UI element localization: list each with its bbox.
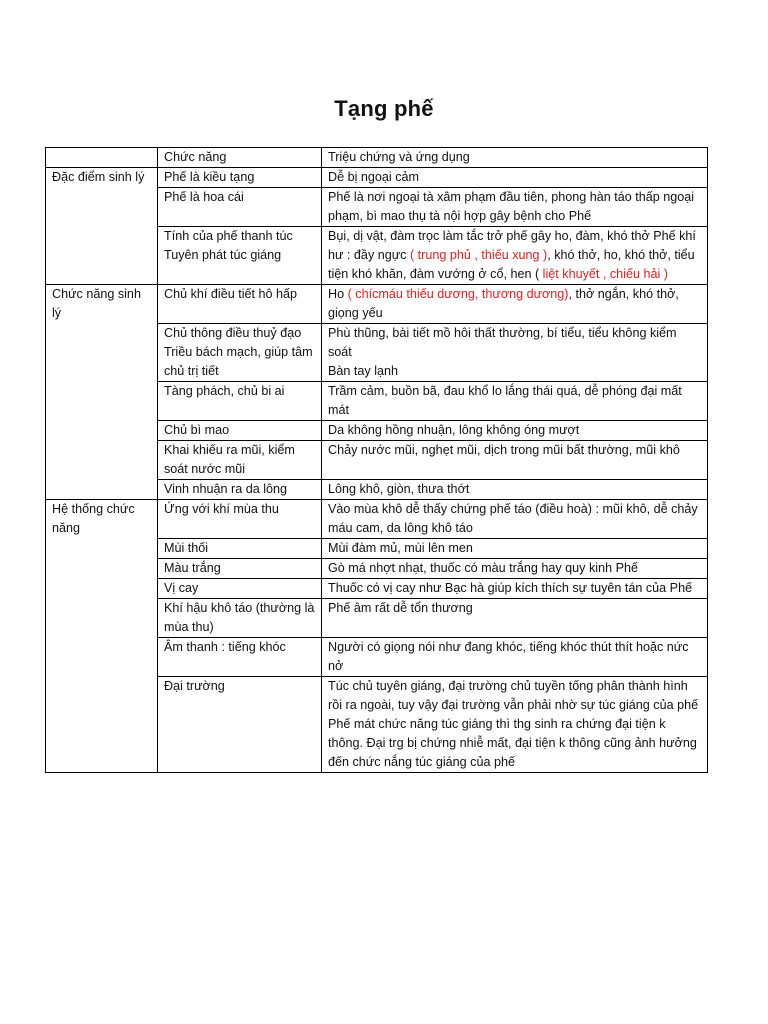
function-cell: Chủ thông điều thuỷ đạo Triều bách mạch, giúp tâm chủ trị tiết	[158, 324, 322, 382]
symptom-cell: Túc chủ tuyên giáng, đại trường chủ tuyền tống phân thành hình rồi ra ngoài, tuy vậy đại trường vẫn phải nhờ sự túc giáng của phế Phế mát chức năng túc giáng thì thg sinh ra chứng đại tiện k thông. Đại trg bị chứng nhiễ mất, đại tiện k thông cũng ảnh hưởng đến chức nắng túc giáng của phế	[322, 677, 708, 773]
function-cell: Vị cay	[158, 579, 322, 599]
function-cell: Chủ bì mao	[158, 421, 322, 441]
symptom-cell: Thuốc có vị cay như Bạc hà giúp kích thích sự tuyên tán của Phế	[322, 579, 708, 599]
symptom-cell: Bụi, dị vật, đàm trọc làm tắc trở phế gây ho, đàm, khó thở Phế khí hư : đầy ngực ( trung phủ , thiếu xung ), khó thở, ho, khó thở, tiểu tiện khó khăn, đàm vướng ở cổ, hen ( liệt khuyết , chiếu hải )	[322, 227, 708, 285]
function-cell: Chủ khí điều tiết hô hấp	[158, 285, 322, 324]
function-cell: Vinh nhuận ra da lông	[158, 480, 322, 500]
table-header-row	[46, 148, 708, 168]
function-cell: Mùi thối	[158, 539, 322, 559]
page-title: Tạng phế	[334, 96, 434, 121]
function-cell: Phế là kiều tạng	[158, 168, 322, 188]
function-cell: Ứng với khí mùa thu	[158, 500, 322, 539]
function-cell: Khí hậu khô táo (thường là mùa thu)	[158, 599, 322, 638]
function-cell: Khai khiếu ra mũi, kiểm soát nước mũi	[158, 441, 322, 480]
function-cell: Màu trắng	[158, 559, 322, 579]
symptom-cell: Chảy nước mũi, nghẹt mũi, dịch trong mũi bất thường, mũi khô	[322, 441, 708, 480]
function-cell: Tàng phách, chủ bi ai	[158, 382, 322, 421]
symptom-cell: Người có giọng nói như đang khóc, tiếng khóc thút thít hoặc nức nở	[322, 638, 708, 677]
table-row	[46, 500, 708, 539]
function-cell: Âm thanh : tiếng khóc	[158, 638, 322, 677]
symptom-cell: Dễ bị ngoại cảm	[322, 168, 708, 188]
symptom-cell: Ho ( chícmáu thiếu dương, thương dương), thở ngắn, khó thở, giọng yếu	[322, 285, 708, 324]
table-row	[46, 168, 708, 188]
symptom-cell: Da không hồng nhuận, lông không óng mượt	[322, 421, 708, 441]
symptom-cell: Phù thũng, bài tiết mồ hôi thất thường, bí tiểu, tiểu không kiểm soát Bàn tay lạnh	[322, 324, 708, 382]
symptom-cell: Gò má nhợt nhạt, thuốc có màu trắng hay quy kinh Phế	[322, 559, 708, 579]
group-cell-physiology-features: Đặc điểm sinh lý	[46, 168, 158, 285]
symptom-cell: Vào mùa khô dễ thấy chứng phế táo (điều hoà) : mũi khô, dễ chảy máu cam, da lông khô táo	[322, 500, 708, 539]
symptom-cell: Phế là nơi ngoại tà xâm phạm đầu tiên, phong hàn táo thấp ngoại phạm, bì mao thụ tà nội hợp gây bệnh cho Phế	[322, 188, 708, 227]
header-cell-function: Chức năng	[158, 148, 322, 168]
function-cell: Đại trường	[158, 677, 322, 773]
symptom-cell: Phế âm rất dễ tổn thương	[322, 599, 708, 638]
header-cell-empty	[46, 148, 158, 168]
group-cell-physiology-functions: Chức năng sinh lý	[46, 285, 158, 500]
group-cell-function-system: Hệ thống chức năng	[46, 500, 158, 773]
acupoint-note: ( trung phủ , thiếu xung )	[409, 248, 548, 262]
symptom-cell: Mùi đàm mủ, mùi lên men	[322, 539, 708, 559]
function-cell: Tính của phế thanh túc Tuyên phát túc giáng	[158, 227, 322, 285]
function-cell: Phế là hoa cái	[158, 188, 322, 227]
symptom-cell: Lông khô, giòn, thưa thớt	[322, 480, 708, 500]
acupoint-note: liệt khuyết , chiếu hải )	[542, 267, 668, 281]
table-row	[46, 285, 708, 324]
header-cell-symptoms: Triệu chứng và ứng dụng	[322, 148, 708, 168]
acupoint-note: ( chícmáu thiếu dương, thương dương)	[347, 287, 569, 301]
symptom-cell: Trầm cảm, buồn bã, đau khổ lo lắng thái quá, dễ phóng đại mất mát	[322, 382, 708, 421]
content-table	[45, 147, 708, 773]
